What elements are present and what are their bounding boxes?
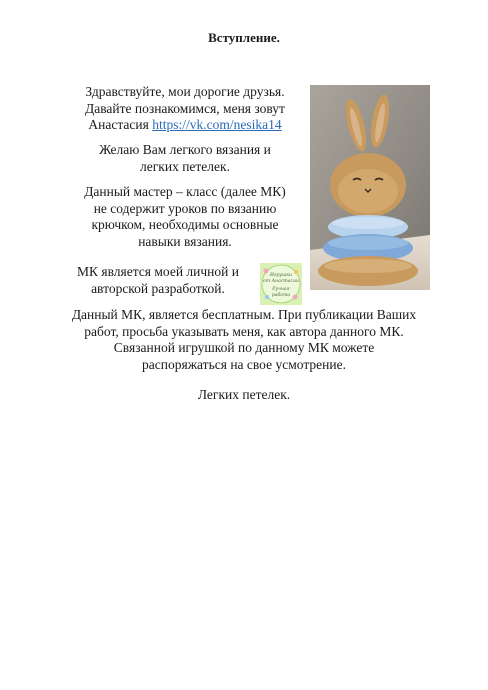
- free-line-1: Данный МК, является бесплатным. При публикации Ваших: [71, 307, 417, 322]
- course-line-4: навыки вязания.: [138, 233, 232, 249]
- logo-line-2: от Анастасии: [263, 279, 299, 284]
- course-line-2: не содержит уроков по вязанию: [93, 200, 277, 216]
- intro-name: Анастасия: [88, 117, 149, 132]
- closing-text: Легких петелек.: [197, 387, 291, 402]
- wish-paragraph: [66, 142, 304, 175]
- vk-link[interactable]: https://vk.com/nesika14: [152, 117, 282, 132]
- free-paragraph: [56, 307, 432, 373]
- intro-line-3: [66, 117, 304, 134]
- authorship-line-2: авторской разработкой.: [91, 280, 225, 296]
- intro-paragraph: [66, 84, 304, 134]
- intro-line-2: Давайте познакомимся, меня зовут: [85, 100, 285, 116]
- authorship-line-1: МК является моей личной и: [77, 264, 239, 279]
- page-title: Вступление.: [208, 30, 280, 45]
- author-logo: [260, 263, 302, 305]
- logo-line-3: Ручная: [272, 287, 290, 292]
- logo-line-4: работа: [271, 293, 291, 298]
- course-line-3: крючком, необходимы основные: [91, 217, 279, 232]
- free-line-4: распоряжаться на свое усмотрение.: [142, 356, 346, 372]
- authorship-paragraph: [60, 264, 256, 297]
- intro-line-1: Здравствуйте, мои дорогие друзья.: [85, 84, 285, 99]
- wish-line-1: Желаю Вам легкого вязания и: [99, 142, 271, 157]
- course-paragraph: [66, 184, 304, 250]
- course-line-1: Данный мастер – класс (далее МК): [84, 184, 286, 199]
- logo-line-1: Игрушки: [270, 273, 292, 278]
- free-line-3: Связанной игрушкой по данному МК можете: [113, 340, 375, 355]
- wish-line-2: легких петелек.: [140, 158, 230, 174]
- toy-photo: [310, 85, 430, 290]
- free-line-2: работ, просьба указывать меня, как автора данного МК.: [84, 323, 404, 339]
